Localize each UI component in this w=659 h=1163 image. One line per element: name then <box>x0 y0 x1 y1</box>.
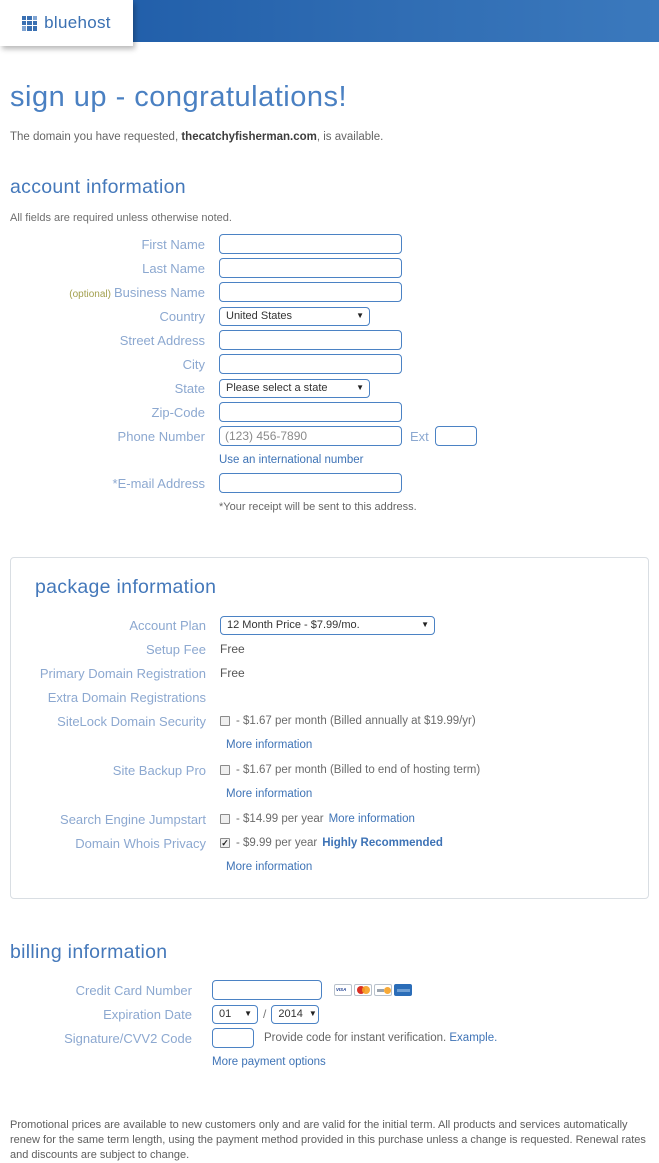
cvv-note: Provide code for instant verification. Example. <box>264 1032 498 1044</box>
expiration-separator: / <box>263 1007 267 1021</box>
state-select[interactable] <box>219 379 370 398</box>
search-engine-jumpstart-checkbox[interactable] <box>220 814 230 824</box>
dropdown-arrow-icon: ▼ <box>421 620 429 629</box>
city-label: City <box>182 356 205 372</box>
cvv-input[interactable] <box>212 1028 254 1048</box>
last-name-input[interactable] <box>219 258 402 278</box>
email-note-line <box>219 497 649 515</box>
domain-whois-privacy-row <box>11 833 648 853</box>
email-input[interactable] <box>219 473 402 493</box>
credit-card-number-label: Credit Card Number <box>75 982 192 998</box>
sitelock-checkbox[interactable] <box>220 716 230 726</box>
domain-whois-privacy-checkbox[interactable] <box>220 838 230 848</box>
country-row <box>10 306 649 326</box>
cvv-example-link[interactable]: Example. <box>449 1032 498 1044</box>
zip-code-input[interactable] <box>219 402 402 422</box>
discover-icon <box>374 984 392 996</box>
cvv-label: Signature/CVV2 Code <box>64 1030 192 1046</box>
international-number-link[interactable]: Use an international number <box>219 454 364 466</box>
more-payment-options-link[interactable]: More payment options <box>212 1056 326 1068</box>
sitelock-row <box>11 711 648 731</box>
bluehost-grid-icon <box>22 16 37 31</box>
phone-number-label: Phone Number <box>117 428 205 444</box>
sitelock-label: SiteLock Domain Security <box>57 713 206 729</box>
accepted-cards <box>334 984 412 996</box>
billing-information-heading: billing information <box>10 941 168 963</box>
search-engine-jumpstart-label: Search Engine Jumpstart <box>60 811 206 827</box>
bluehost-logo[interactable] <box>0 0 133 46</box>
expiration-year-select[interactable] <box>271 1005 319 1024</box>
street-address-input[interactable] <box>219 330 402 350</box>
domain-availability-message <box>10 131 649 143</box>
international-number-line <box>219 450 649 468</box>
zip-code-row <box>10 402 649 422</box>
first-name-input[interactable] <box>219 234 402 254</box>
domain-whois-privacy-price: - $9.99 per year <box>236 837 318 849</box>
ext-label: Ext <box>410 428 429 444</box>
setup-fee-value: Free <box>220 642 245 656</box>
city-row <box>10 354 649 374</box>
whois-more-information-link[interactable]: More information <box>226 861 313 873</box>
account-plan-selected-value: 12 Month Price - $7.99/mo. <box>227 619 360 631</box>
expiration-month-select[interactable] <box>212 1005 258 1024</box>
dropdown-arrow-icon: ▼ <box>356 311 364 320</box>
phone-number-input[interactable] <box>219 426 402 446</box>
mastercard-icon <box>354 984 372 996</box>
domain-name: thecatchyfisherman.com <box>181 131 317 143</box>
site-backup-more-information-link[interactable]: More information <box>226 788 313 800</box>
zip-code-label: Zip-Code <box>151 404 205 420</box>
expiration-year-value: 2014 <box>278 1008 303 1020</box>
primary-domain-registration-value: Free <box>220 666 245 680</box>
amex-icon <box>394 984 412 996</box>
last-name-row <box>10 258 649 278</box>
search-engine-jumpstart-row <box>11 809 648 829</box>
package-information-heading: package information <box>35 576 217 598</box>
account-information-heading: account information <box>10 176 186 198</box>
business-name-input[interactable] <box>219 282 402 302</box>
primary-domain-registration-row <box>11 663 648 683</box>
phone-ext-input[interactable] <box>435 426 477 446</box>
site-backup-more-line <box>226 784 648 802</box>
optional-tag: (optional) <box>69 288 111 300</box>
sitelock-price: - $1.67 per month (Billed annually at $19.99/yr) <box>236 715 476 727</box>
brand-name: bluehost <box>44 13 111 32</box>
business-name-label: (optional) Business Name <box>69 284 205 300</box>
state-selected-value: Please select a state <box>226 382 328 394</box>
promotional-terms-text: Promotional prices are available to new customers only and are valid for the initial term. All products and services automatically renew for the same term length, using the payment method provided in this purchase unless a change is requested. Renewal rates and discounts are subject to change. <box>10 1119 646 1161</box>
country-selected-value: United States <box>226 310 293 322</box>
site-backup-pro-price: - $1.67 per month (Billed to end of hosting term) <box>236 764 481 776</box>
first-name-row <box>10 234 649 254</box>
sitelock-more-information-link[interactable]: More information <box>226 739 313 751</box>
business-name-row <box>10 282 649 302</box>
intro-suffix: , is available. <box>316 131 384 143</box>
more-payment-options-line <box>212 1052 649 1070</box>
street-address-label: Street Address <box>119 332 205 348</box>
cvv-row <box>10 1028 649 1048</box>
state-row <box>10 378 649 398</box>
site-backup-pro-checkbox[interactable] <box>220 765 230 775</box>
dropdown-arrow-icon: ▼ <box>356 383 364 392</box>
page-title: sign up - congratulations! <box>10 81 348 113</box>
required-fields-note: All fields are required unless otherwise noted. <box>10 212 232 224</box>
extra-domain-registrations-row <box>11 687 648 707</box>
domain-whois-privacy-label: Domain Whois Privacy <box>75 835 206 851</box>
account-plan-select[interactable] <box>220 616 435 635</box>
credit-card-number-input[interactable] <box>212 980 322 1000</box>
intro-prefix: The domain you have requested, <box>10 131 182 143</box>
expiration-date-row <box>10 1004 649 1024</box>
email-row <box>10 473 649 493</box>
email-label: *E-mail Address <box>112 475 205 491</box>
header <box>0 0 659 48</box>
checkmark-icon: ✓ <box>221 837 229 848</box>
country-label: Country <box>159 308 205 324</box>
street-address-row <box>10 330 649 350</box>
phone-number-row <box>10 426 649 446</box>
setup-fee-row <box>11 639 648 659</box>
site-backup-pro-label: Site Backup Pro <box>112 762 206 778</box>
package-information-panel <box>10 557 649 899</box>
first-name-label: First Name <box>141 236 205 252</box>
whois-more-line <box>226 857 648 875</box>
visa-icon: VISA <box>334 984 352 996</box>
primary-domain-registration-label: Primary Domain Registration <box>39 665 206 681</box>
last-name-label: Last Name <box>142 260 205 276</box>
country-select[interactable] <box>219 307 370 326</box>
dropdown-arrow-icon: ▼ <box>308 1009 317 1018</box>
sitelock-more-line <box>226 735 648 753</box>
extra-domain-registrations-label: Extra Domain Registrations <box>47 689 206 705</box>
site-backup-pro-row <box>11 760 648 780</box>
jumpstart-more-information-link[interactable]: More information <box>328 813 415 825</box>
highly-recommended-link[interactable]: Highly Recommended <box>322 837 443 849</box>
state-label: State <box>174 380 205 396</box>
search-engine-jumpstart-price: - $14.99 per year <box>236 813 324 825</box>
receipt-note: *Your receipt will be sent to this address. <box>219 501 417 513</box>
account-plan-row <box>11 615 648 635</box>
account-plan-label: Account Plan <box>129 617 206 633</box>
expiration-month-value: 01 <box>219 1008 232 1020</box>
city-input[interactable] <box>219 354 402 374</box>
expiration-date-label: Expiration Date <box>103 1006 192 1022</box>
setup-fee-label: Setup Fee <box>146 641 206 657</box>
credit-card-number-row <box>10 980 649 1000</box>
dropdown-arrow-icon: ▼ <box>244 1009 252 1018</box>
